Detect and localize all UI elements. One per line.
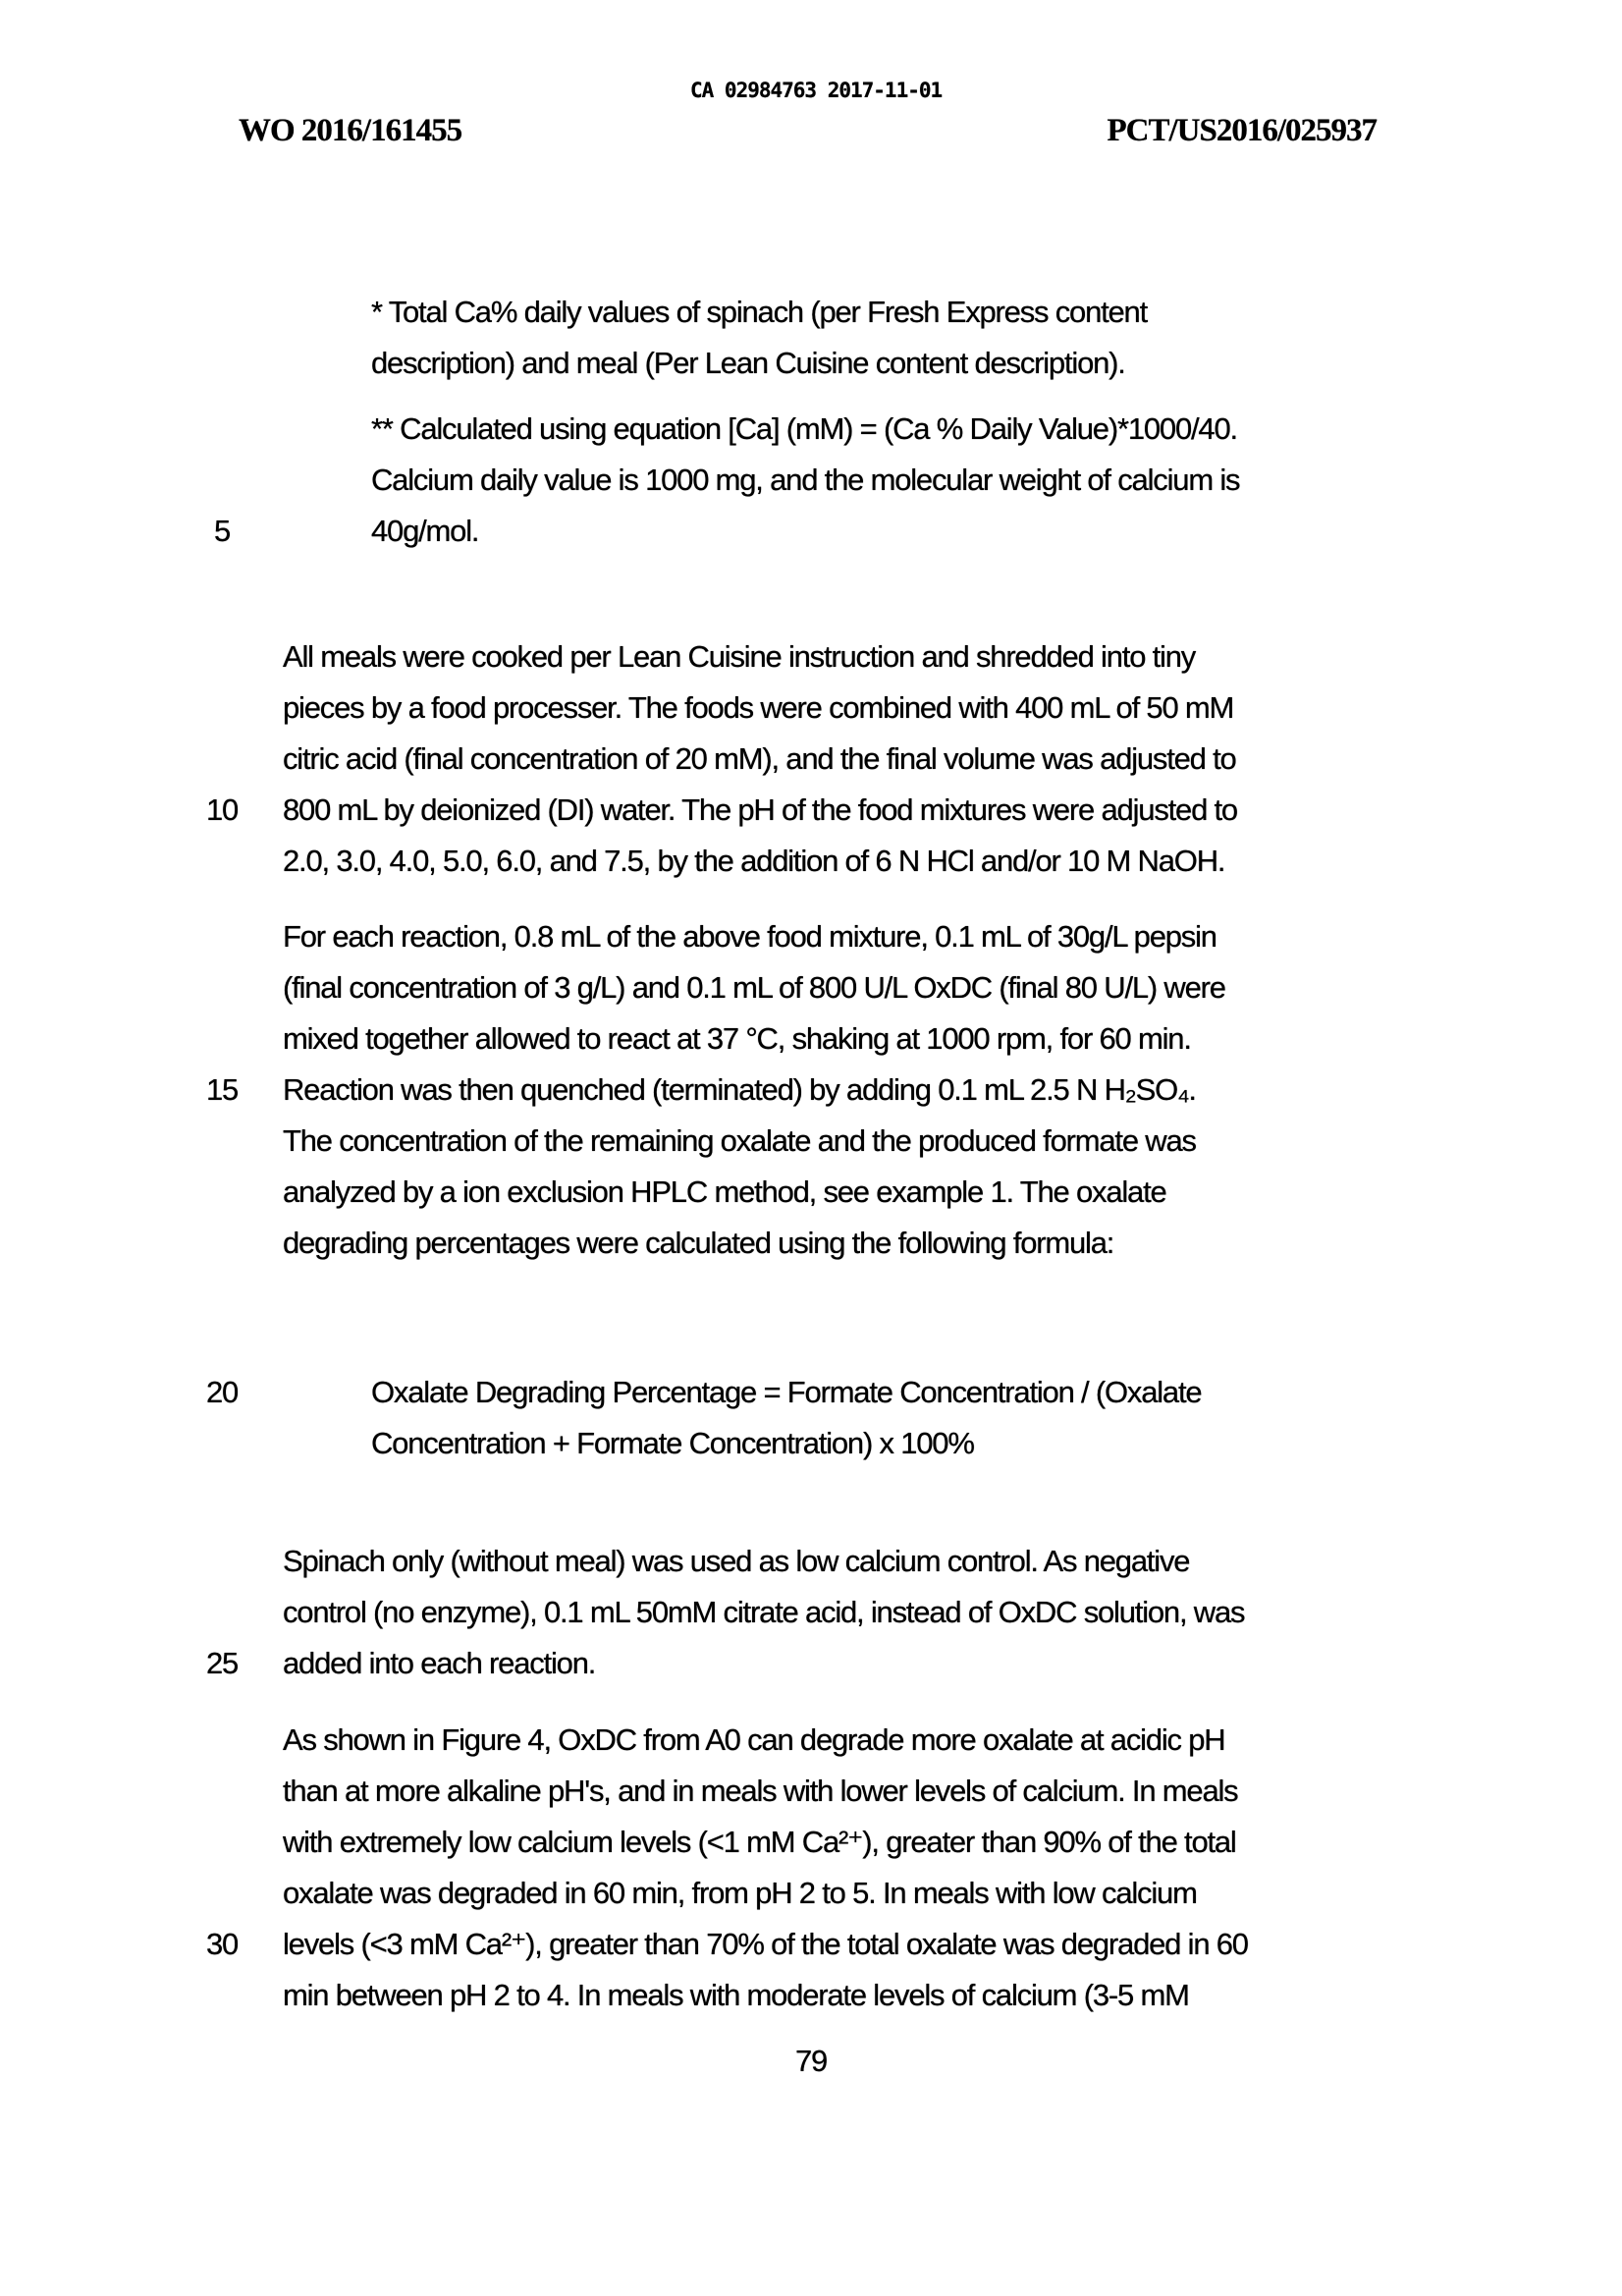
text-line: analyzed by a ion exclusion HPLC method, see example 1. The oxalate xyxy=(283,1175,1166,1209)
formula-oxalate-degrading-percentage xyxy=(371,1367,1201,1469)
text-line: min between pH 2 to 4. In meals with moderate levels of calcium (3-5 mM xyxy=(283,1978,1189,2012)
margin-line-number: 30 xyxy=(205,1927,239,1961)
margin-line-number: 5 xyxy=(213,514,231,548)
text-line: with extremely low calcium levels (<1 mM Ca²⁺), greater than 90% of the total xyxy=(283,1825,1236,1859)
text-line: oxalate was degraded in 60 min, from pH 2 to 5. In meals with low calcium xyxy=(283,1876,1197,1910)
text-line: Concentration + Formate Concentration) x 100% xyxy=(371,1426,974,1460)
text-line: mixed together allowed to react at 37 °C, shaking at 1000 rpm, for 60 min. xyxy=(283,1021,1191,1056)
paragraph-meal-preparation xyxy=(283,631,1237,887)
margin-line-number: 10 xyxy=(205,793,239,827)
text-line: As shown in Figure 4, OxDC from A0 can degrade more oxalate at acidic pH xyxy=(283,1722,1225,1757)
text-line: (final concentration of 3 g/L) and 0.1 mL of 800 U/L OxDC (final 80 U/L) were xyxy=(283,970,1225,1005)
text-line: All meals were cooked per Lean Cuisine instruction and shredded into tiny xyxy=(283,639,1196,674)
margin-line-number: 20 xyxy=(205,1375,239,1409)
text-line: degrading percentages were calculated using the following formula: xyxy=(283,1226,1114,1260)
text-line: added into each reaction. xyxy=(283,1646,596,1680)
text-line: control (no enzyme), 0.1 mL 50mM citrate acid, instead of OxDC solution, was xyxy=(283,1595,1245,1629)
paragraph-results-figure4 xyxy=(283,1715,1248,2021)
text-line: Reaction was then quenched (terminated) by adding 0.1 mL 2.5 N H₂SO₄. xyxy=(283,1072,1196,1107)
text-line: Spinach only (without meal) was used as low calcium control. As negative xyxy=(283,1544,1190,1578)
text-line: For each reaction, 0.8 mL of the above food mixture, 0.1 mL of 30g/L pepsin xyxy=(283,919,1216,954)
scan-reference-number: CA 02984763 2017-11-01 xyxy=(690,79,943,102)
text-line: citric acid (final concentration of 20 mM), and the final volume was adjusted to xyxy=(283,741,1236,776)
text-line: The concentration of the remaining oxalate and the produced formate was xyxy=(283,1123,1196,1158)
text-line: 2.0, 3.0, 4.0, 5.0, 6.0, and 7.5, by the addition of 6 N HCl and/or 10 M NaOH. xyxy=(283,844,1225,878)
publication-number: WO 2016/161455 xyxy=(239,113,462,148)
text-line: 800 mL by deionized (DI) water. The pH of the food mixtures were adjusted to xyxy=(283,793,1237,827)
text-line: 40g/mol. xyxy=(371,514,479,548)
paragraph-controls xyxy=(283,1536,1244,1689)
text-line: pieces by a food processer. The foods were combined with 400 mL of 50 mM xyxy=(283,690,1234,725)
paragraph-reaction-protocol xyxy=(283,911,1225,1269)
text-line: Oxalate Degrading Percentage = Formate Concentration / (Oxalate xyxy=(371,1375,1202,1409)
margin-line-number: 15 xyxy=(205,1072,239,1107)
margin-line-number: 25 xyxy=(205,1646,239,1680)
paragraph-footnote-calculated xyxy=(371,404,1239,557)
text-line: Calcium daily value is 1000 mg, and the molecular weight of calcium is xyxy=(371,463,1240,497)
text-line: than at more alkaline pH's, and in meals with lower levels of calcium. In meals xyxy=(283,1774,1238,1808)
paragraph-footnote-total-ca xyxy=(371,287,1147,389)
text-line: ** Calculated using equation [Ca] (mM) = (Ca % Daily Value)*1000/40. xyxy=(371,411,1237,446)
text-line: * Total Ca% daily values of spinach (per Fresh Express content xyxy=(371,295,1148,329)
text-line: description) and meal (Per Lean Cuisine content description). xyxy=(371,346,1125,380)
text-line: levels (<3 mM Ca²⁺), greater than 70% of the total oxalate was degraded in 60 xyxy=(283,1927,1248,1961)
page-number: 79 xyxy=(794,2044,828,2078)
pct-application-number: PCT/US2016/025937 xyxy=(1107,113,1377,148)
